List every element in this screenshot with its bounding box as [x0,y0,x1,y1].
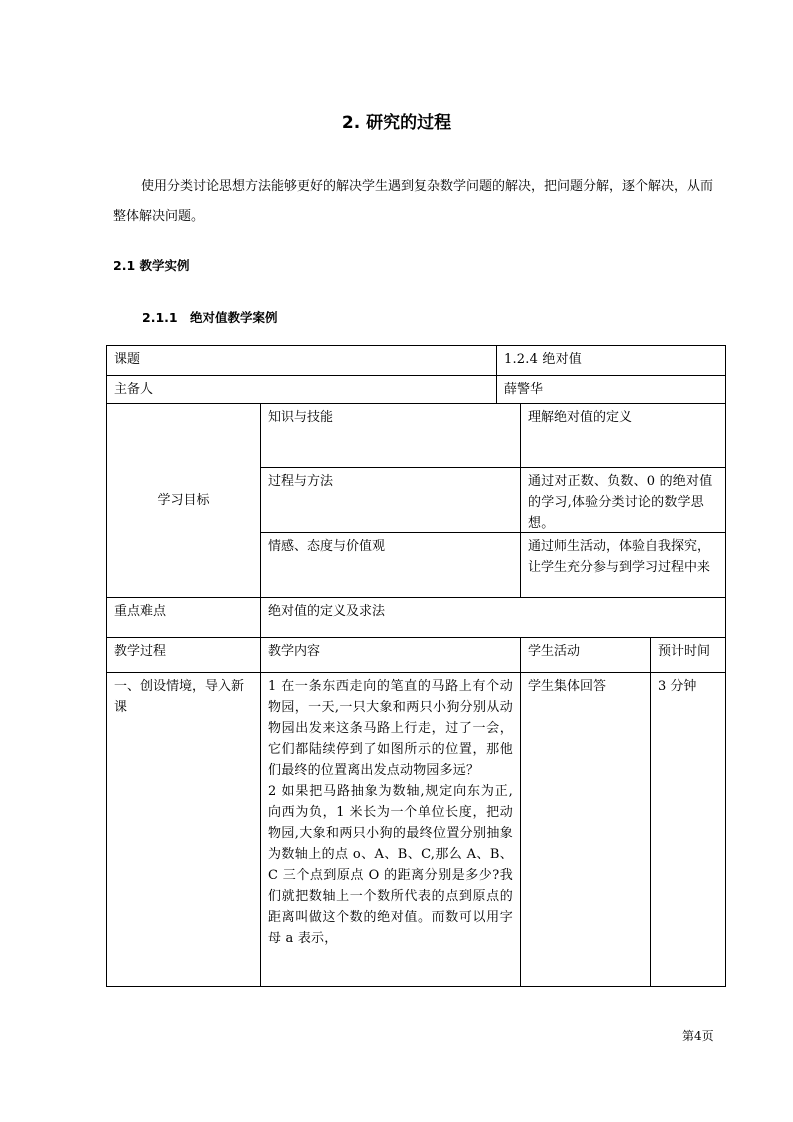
goals-label: 学习目标 [157,493,210,508]
row-content-paragraph-1: 1 在一条东西走向的笔直的马路上有个动物园，一天,一只大象和两只小狗分别从动物园出发来这条马路上行走，过了一会，它们都陆续停到了如图所示的位置，那他们最终的位置离出发点动物园多远？ [268,679,513,778]
subsection-heading [142,308,277,326]
section-heading: 2.1 教学实例 [113,258,190,273]
intro-paragraph: 使用分类讨论思想方法能够更好的解决学生遇到复杂数学问题的解决，把问题分解，逐个解决，从而整体解决问题。 [113,179,714,224]
goal-desc-cell [520,532,726,598]
topic-value: 1.2.4 绝对值 [504,352,583,367]
row-activity-cell [520,672,651,987]
row-time: 3 分钟 [658,679,697,694]
header-time-cell [650,637,726,673]
row-content-cell [260,672,521,987]
row-process-cell [106,672,261,987]
row-process: 一、创设情境，导入新课 [114,679,245,715]
host-value: 薛警华 [504,382,544,397]
page-number: 第4页 [682,1029,714,1043]
header-time: 预计时间 [658,644,711,659]
row-content-paragraph-2: 2 如果把马路抽象为数轴,规定向东为正,向西为负，1 米长为一个单位长度，把动物园,大象和两只小狗的最终位置分别抽象为数轴上的点 o、A、B、C,那么 A、B、C 三个点到原点 O 的距离分别是多少?我们就把数轴上一个数所代表的点到原点的距离叫做这个数的绝对值。而数可以用字母 a 表示， [268,784,513,946]
goal-desc-cell [520,403,726,468]
subsection-title: 绝对值教学案例 [189,310,278,325]
header-activity-cell [520,637,651,673]
goals-label-cell [106,403,261,598]
key-label: 重点难点 [114,604,167,619]
goal-name: 过程与方法 [268,474,334,489]
goal-name-cell [260,467,521,533]
subsection-number: 2.1.1 [142,310,178,325]
host-value-cell [496,375,726,404]
goal-name-cell [260,532,521,598]
host-label: 主备人 [114,382,154,397]
topic-label-cell [106,345,497,376]
row-activity: 学生集体回答 [528,679,607,694]
goal-name-cell [260,403,521,468]
goal-desc: 通过对正数、负数、0 的绝对值的学习,体验分类讨论的数学思想。 [528,474,713,531]
goal-name: 知识与技能 [268,410,334,425]
topic-value-cell [496,345,726,376]
host-label-cell [106,375,497,404]
topic-label: 课题 [114,352,141,367]
row-time-cell [650,672,726,987]
goal-desc: 通过师生活动，体验自我探究，让学生充分参与到学习过程中来 [528,539,711,575]
header-content-cell [260,637,521,673]
lesson-plan-table [106,345,726,987]
header-process-cell [106,637,261,673]
goal-name: 情感、态度与价值观 [268,539,386,554]
key-label-cell [106,597,261,638]
key-value: 绝对值的定义及求法 [268,604,386,619]
key-value-cell [260,597,726,638]
goal-desc-cell [520,467,726,533]
header-process: 教学过程 [114,644,167,659]
header-activity: 学生活动 [528,644,581,659]
goal-desc: 理解绝对值的定义 [528,410,633,425]
page-title: 2. 研究的过程 [341,113,452,133]
header-content: 教学内容 [268,644,321,659]
